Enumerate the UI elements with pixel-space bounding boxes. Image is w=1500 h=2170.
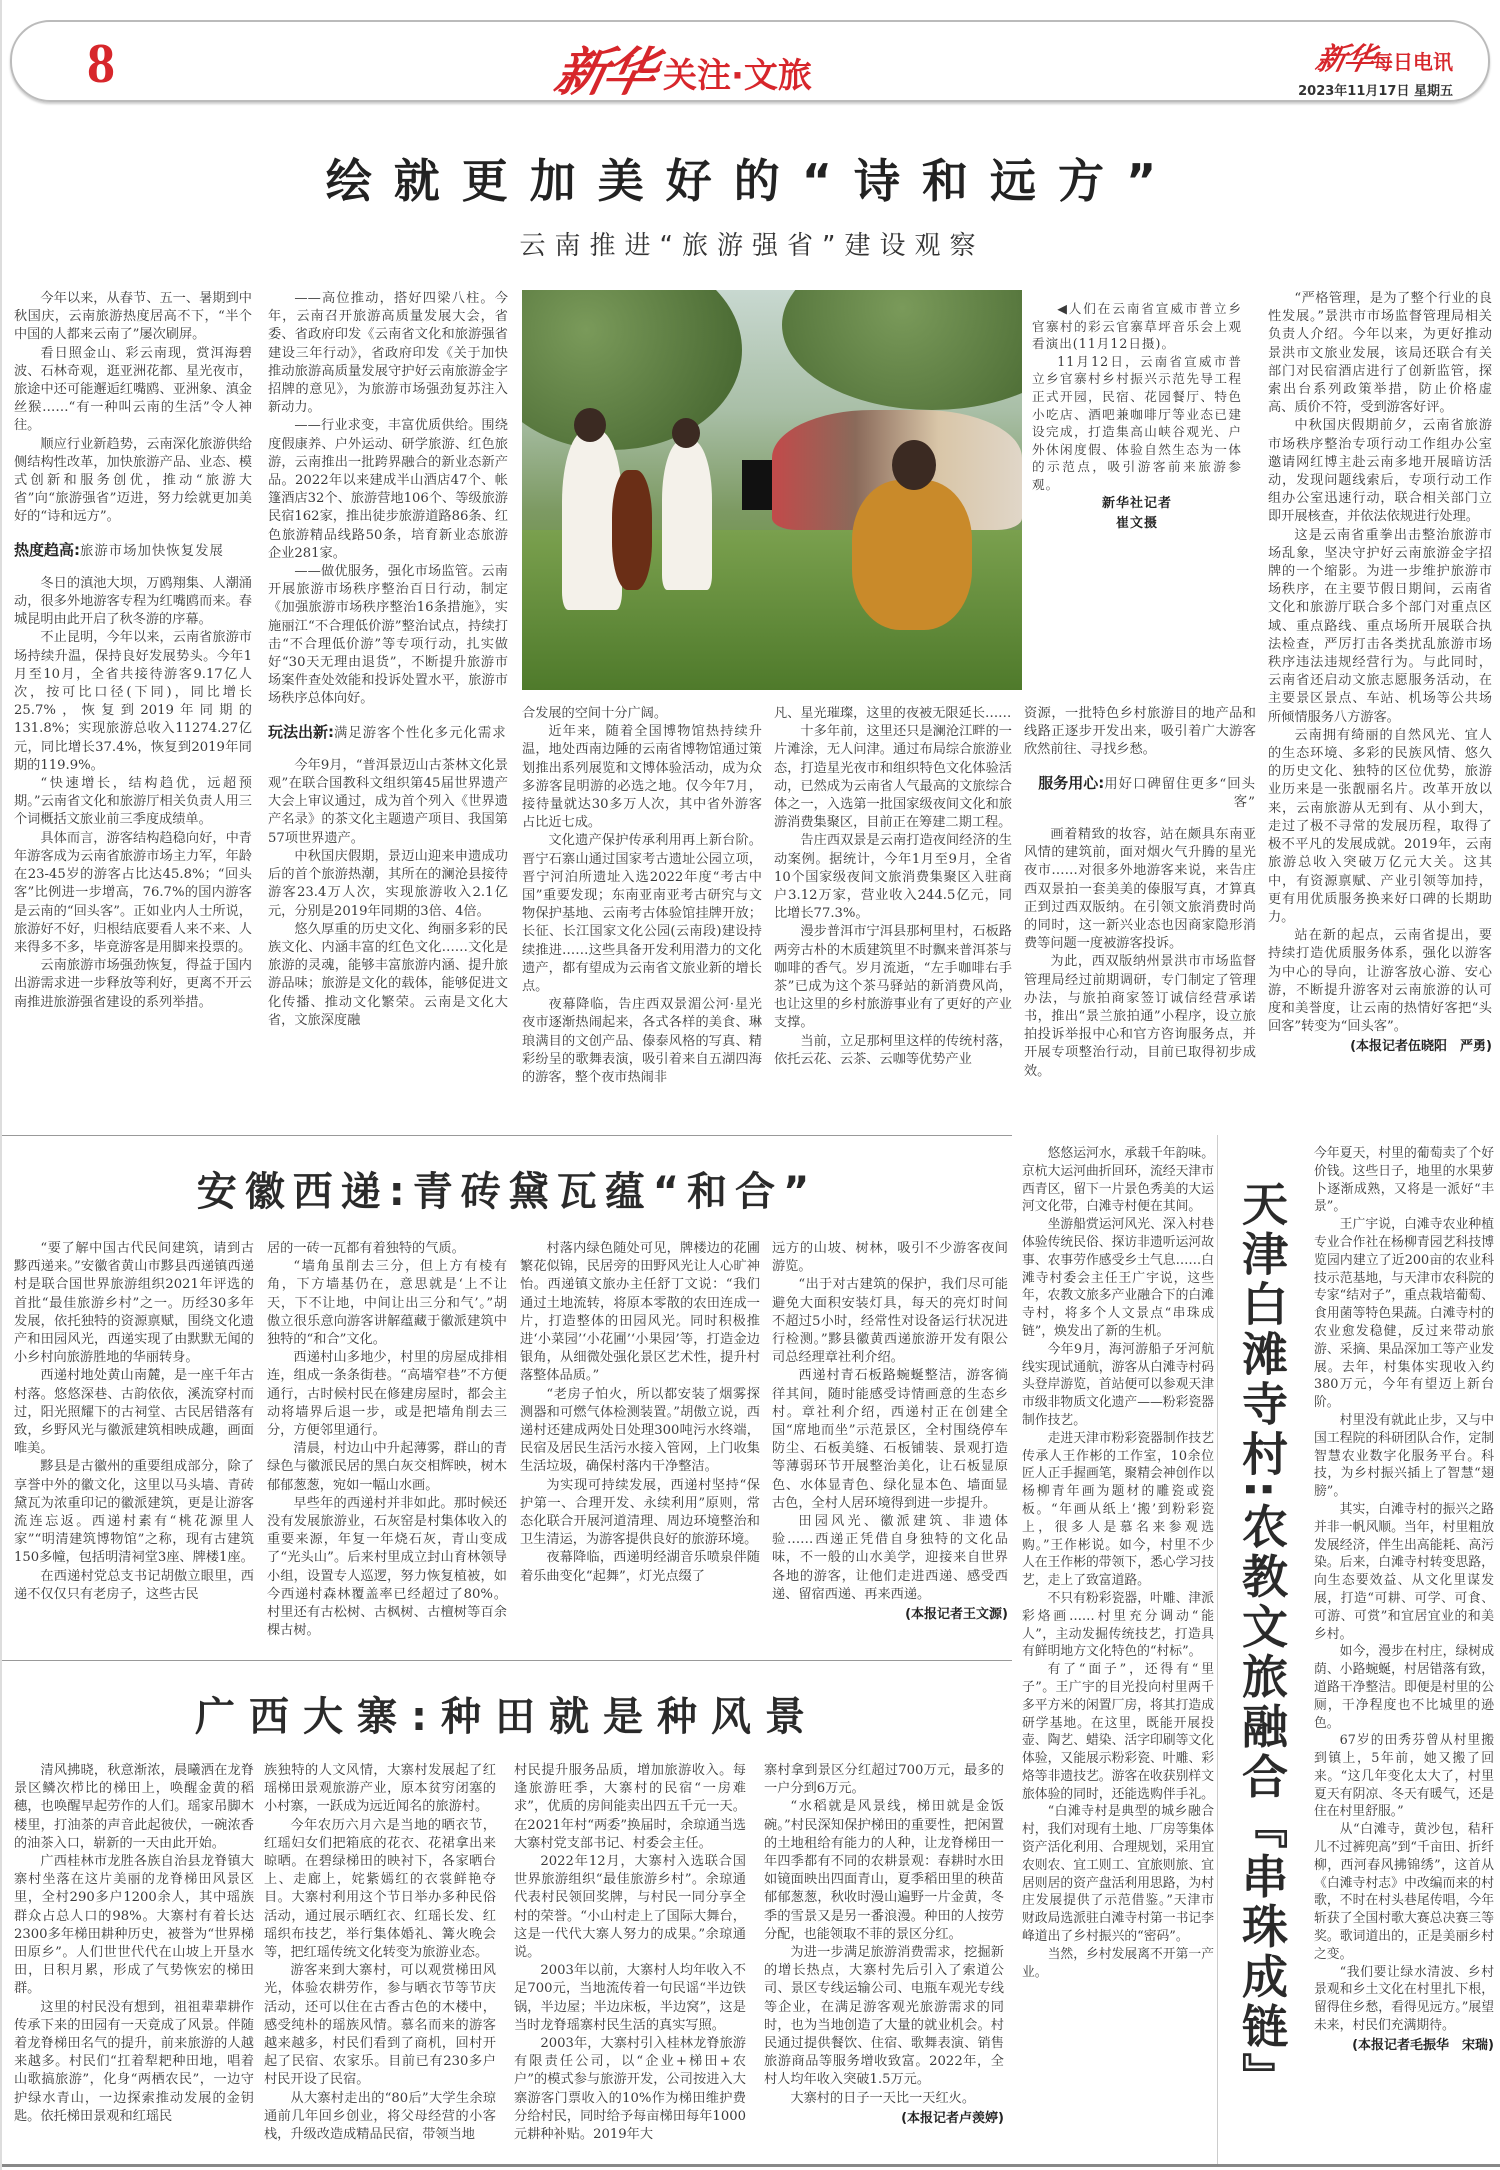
caption-text: 11月12日，云南省宣威市普立乡官寨村乡村振兴示范先导工程正式开园，民宿、花园餐厅、特色小吃店、酒吧兼咖啡厅等业态已建设完成，打造集高山峡谷观光、户外休闲度假、体验自然生态为一体的示范点，吸引游客前来旅游参观。 xyxy=(1032,353,1242,492)
paragraph: 清风拂晓，秋意渐浓，晨曦洒在龙脊景区鳞次栉比的梯田上，唤醒金黄的稻穗，也唤醒早起劳作的人们。瑶家吊脚木楼里，打油茶的声音此起彼伏，一碗浓香的油茶入口，崭新的一天由此开始。 xyxy=(14,1763,254,1851)
paragraph: 寨村拿到景区分红超过700万元，最多的一户分到6万元。 xyxy=(764,1763,1004,1797)
article1-column-2 xyxy=(268,290,508,1030)
article3-column-4 xyxy=(764,1762,1004,2128)
cellist-head xyxy=(574,408,606,442)
paragraph: 今年农历六月六是当地的晒衣节，红瑶妇女们把箱底的花衣、花裙拿出来晾晒。在碧绿梯田的映衬下，各家晒台上、走廊上，姹紫嫣红的衣裳鲜艳夺目。大寨村利用这个节日举办多种民俗活动，通过展示晒红衣、红瑶长发、红瑶织布技艺，举行集体婚礼、篝火晚会等，把红瑶传统文化转变为旅游业态。 xyxy=(264,1817,496,1961)
cello xyxy=(612,470,652,590)
article3-column-3 xyxy=(514,1762,746,2144)
paragraph: 其实，白滩寺村的振兴之路并非一帆风顺。当年，村里粗放发展经济，伴生出高能耗、高污染。后来，白滩寺村转变思路，向生态要效益、从文化里谋发展，打造“可耕、可学、可食、可游、可赏”和宜居宜业的和美乡村。 xyxy=(1314,1501,1494,1642)
paragraph: 村民提升服务品质，增加旅游收入。每逢旅游旺季，大寨村的民宿“一房难求”，优质的房间能卖出四五千元一天。在2021年村“两委”换届时，余琼通当选大寨村党支部书记、村委会主任。 xyxy=(514,1763,746,1851)
subhead-text: 满足游客个性化多元化需求 xyxy=(334,725,507,741)
paragraph: “我们要让绿水清波、乡村景观和乡土文化在村里扎下根，留得住乡愁，看得见远方。”展望未来，村民们充满期待。 xyxy=(1314,1964,1494,2034)
paragraph: 黟县是古徽州的重要组成部分，除了享誉中外的徽文化，这里以马头墙、青砖黛瓦为浓重印记的徽派建筑，更是让游客流连忘返。西递村素有“桃花源里人家”“明清建筑博物馆”之称，现有古建筑150多幢，包括明清祠堂3座、牌楼1座。 xyxy=(14,1459,254,1566)
photo-credit: 新华社记者 xyxy=(1101,495,1172,511)
article1-column-6 xyxy=(1268,290,1492,1057)
paragraph: ——行业求变，丰富优质供给。围绕度假康养、户外运动、研学旅游、红色旅游，云南推出一批跨界融合的新业态新产品。2022年以来建成半山酒店47个、帐篷酒店32个、旅游营地106个、等级旅游民宿162家，推出徒步旅游道路86条、红色旅游精品线路50条，培育新业态旅游企业281家。 xyxy=(268,418,508,561)
paragraph: 清晨，村边山中升起薄雾，群山的青绿色与徽派民居的黑白灰交相辉映，树木郁郁葱葱，宛如一幅山水画。 xyxy=(267,1441,507,1493)
column-divider xyxy=(1217,1135,1218,2165)
article2-headline: 安徽西递:青砖黛瓦蕴“和合” xyxy=(196,1169,818,1215)
paragraph: 2003年以前，大寨村人均年收入不足700元，当地流传着一句民谣“半边铁锅，半边屋；半边床板，半边窝”，这是当时龙脊瑶寨村民生活的真实写照。 xyxy=(514,1963,746,2033)
paragraph: 早些年的西递村并非如此。那时候还没有发展旅游业，石灰窑是村集体收入的重要来源，年复一年烧石灰，青山变成了“光头山”。后来村里成立封山育林领导小组，设置专人巡逻，努力恢复植被，如今西递村森林覆盖率已经超过了80%。村里还有古松树、古枫树、古檀树等百余棵古树。 xyxy=(267,1495,507,1639)
paragraph: 67岁的田秀芬曾从村里搬到镇上，5年前，她又搬了回来。“这几年变化太大了，村里夏天有阴凉、冬天有暖气，还是住在村里舒服。” xyxy=(1314,1733,1494,1820)
paragraph: 近年来，随着全国博物馆热持续升温，地处西南边陲的云南省博物馆通过策划推出系列展览和文博体验活动，成为众多游客昆明游的必选之地。仅今年7月，接待量就达30多万人次，其中省外游客占比近七成。 xyxy=(522,724,762,831)
byline: (本报记者王文源) xyxy=(905,1607,1008,1623)
paragraph: 漫步普洱市宁洱县那柯里村，石板路两旁古朴的木质建筑里不时飘来普洱茶与咖啡的香气。岁月流逝，“左手咖啡右手茶”已成为这个茶马驿站的新消费风尚，也让这里的乡村旅游事业有了更好的产业支撑。 xyxy=(774,924,1012,1031)
paragraph: 为实现可持续发展，西递村坚持“保护第一、合理开发、永续利用”原则，常态化联合开展河道清理、周边环境整治和卫生清运，为游客提供良好的旅游环境。 xyxy=(520,1477,760,1548)
article1-column-4 xyxy=(774,705,1012,1069)
subhead-label: 玩法出新: xyxy=(268,722,334,741)
paragraph: 西递村山多地少，村里的房屋成排相连，组成一条条街巷。“高墙窄巷”不方便通行，古时候村民在修建房屋时，都会主动将墙界后退一步，或是把墙角削去三分，方便邻里通行。 xyxy=(267,1350,507,1439)
paragraph: “快速增长，结构趋优，远超预期。”云南省文化和旅游厅相关负责人用三个词概括文旅业前三季度成绩单。 xyxy=(14,776,252,828)
byline: (本报记者毛振华 宋瑞) xyxy=(1352,2037,1494,2053)
paragraph: 走进天津市粉彩瓷器制作技艺传承人王作彬的工作室，10余位匠人正手握画笔，聚精会神创作以杨柳青年画为题材的雕瓷或瓷板。“年画从纸上‘搬’到粉彩瓷上，很多人是慕名来参观选购。”王作彬说。如今，村里不少人在王作彬的带领下，悉心学习技艺，走上了致富道路。 xyxy=(1022,1430,1214,1589)
paragraph: 这是云南省重拳出击整治旅游市场乱象，坚决守护好云南旅游金字招牌的一个缩影。为进一步维护旅游市场秩序，在主要节假日期间，云南省文化和旅游厅联合多个部门对重点区域、重点路线、重点场所开展联合执法检查，严厉打击各类扰乱旅游市场秩序违法违规经营行为。与此同时，云南省还启动文旅志愿服务活动，在主要景区景点、车站、机场等公共场所倾情服务八方游客。 xyxy=(1268,527,1492,725)
paragraph: 族独特的人文风情，大寨村发展起了红瑶梯田景观旅游产业，原本贫穷闭塞的小村寨，一跃成为远近闻名的旅游村。 xyxy=(264,1763,496,1815)
section-title: 关注·文旅 xyxy=(663,56,812,96)
paragraph: “出于对古建筑的保护，我们尽可能避免大面积安装灯具，每天的亮灯时间不超过5小时，经常性对设备运行状况进行检测。”黟县徽黄西递旅游开发有限公司总经理章社利介绍。 xyxy=(772,1277,1008,1366)
paragraph: 中秋国庆假期前夕，云南省旅游市场秩序整治专项行动工作组办公室邀请网红博主赴云南多地开展暗访活动，发现问题线索后，专项行动工作组办公室迅速行动，联合相关部门立即开展核查，并依法依规进行处理。 xyxy=(1268,418,1492,525)
subhead-text: 旅游市场加快恢复发展 xyxy=(80,543,224,559)
paragraph: 从大寨村走出的“80后”大学生余琼通前几年回乡创业，将父母经营的小客栈，升级改造成精品民宿，带领当地 xyxy=(264,2090,496,2143)
article4-headline: 天津白滩寺村:农教文旅融合『串珠成链』 xyxy=(1235,1180,1289,2103)
paragraph: 今年夏天，村里的葡萄卖了个好价钱。这些日子，地里的水果萝卜逐渐成熟，又将是一派好“丰景”。 xyxy=(1314,1146,1494,1215)
paragraph: 告庄西双景是云南打造夜间经济的生动案例。据统计，今年1月至9月，全省10个国家级夜间文旅消费集聚区入驻商户3.12万家，营业收入244.5亿元，同比增长77.3%。 xyxy=(774,833,1012,922)
paper-logo: 新华 xyxy=(1312,42,1376,77)
seated-woman-head xyxy=(892,440,936,490)
xinhua-logo: 新华 xyxy=(549,42,659,103)
photo-caption xyxy=(1032,300,1242,534)
tree-foliage xyxy=(522,290,742,450)
paragraph: 今年以来，从春节、五一、暑期到中秋国庆，云南旅游热度居高不下，“半个中国的人都来云南了”屡次刷屏。 xyxy=(14,291,252,343)
paragraph: 坐游船赏运河风光、深入村巷体验传统民俗、探访非遗听运河故事、农事劳作感受乡土气息……白滩寺村委会主任王广宇说，这些年，农教文旅多产业融合下的白滩寺村，将多个人文景点“串珠成链”，焕发出了新的生机。 xyxy=(1022,1217,1214,1339)
paragraph: 不止昆明，今年以来，云南省旅游市场持续升温，保持良好发展势头。今年1月至10月，全省共接待游客9.17亿人次，按可比口径(下同)，同比增长25.7%，恢复到2019年同期的131.8%；实现旅游总收入11274.27亿元，同比增长37.4%，恢复到2019年同期的119.9%。 xyxy=(14,630,252,773)
paragraph: 合发展的空间十分广阔。 xyxy=(522,706,668,721)
paper-name xyxy=(1298,34,1453,78)
paragraph: 2003年，大寨村引入桂林龙脊旅游有限责任公司，以“企业+梯田+农户”的模式参与旅游开发，公司按进入大寨游客门票收入的10%作为梯田维护费分给村民，同时给予每亩梯田每年1000元耕种补贴。2019年大 xyxy=(514,2036,746,2143)
section-divider xyxy=(2,1135,1012,1136)
seated-woman xyxy=(852,480,972,630)
paragraph: 广西桂林市龙胜各族自治县龙脊镇大寨村坐落在这片美丽的龙脊梯田风景区里，全村290多户1200余人，其中瑶族群众占总人口的98%。大寨村有着长达2300多年梯田耕种历史，被誉为“世界梯田原乡”。人们世世代代在山坡上开垦水田，日积月累，形成了气势恢宏的梯田群。 xyxy=(14,1854,254,1997)
paragraph: 从“白滩寺，黄沙包，秸秆儿不过裤兜高”到“千亩田、折纤柳，西河春风拂锦绣”，这首从《白滩寺村志》中改编而来的村歌，不时在村头巷尾传唱，今年斩获了全国村歌大赛总决赛三等奖。歌词道出的，正是美丽乡村之变。 xyxy=(1314,1822,1494,1962)
article2-column-2 xyxy=(267,1240,507,1640)
paragraph: 为此，西双版纳州景洪市市场监督管理局经过前期调研，专门制定了管理办法，与旅拍商家签订诚信经营承诺书，推出“景兰旅拍通”小程序，设立旅拍投诉举报中心和官方咨询服务点，并开展专项整治行动，目前已取得初步成效。 xyxy=(1024,954,1256,1079)
violinist xyxy=(662,440,712,590)
paragraph: 凡、星光璀璨，这里的夜被无限延长…… xyxy=(774,706,1012,721)
paragraph: “水稻就是风景线，梯田就是金饭碗。”村民深知保护梯田的重要性，把闲置的土地租给有能力的人种，让龙脊梯田一年四季都有不同的农耕景观：春耕时水田如镜面映出四面青山，夏季稻田里的秧苗郁郁葱葱，秋收时漫山遍野一片金黄，冬季的雪景又是另一番浪漫。种田的人按劳分配，也能领取不菲的景区分红。 xyxy=(764,1799,1004,1942)
paragraph: 这里的村民没有想到，祖祖辈辈耕作传承下来的田园有一天竟成了风景。伴随着龙脊梯田名气的提升，前来旅游的人越来越多。村民们“扛着犁耙种田地，唱着山歌搞旅游”，化身“两栖农民”，一边守护绿水青山，一边探索推动发展的金钥匙。依托梯田景观和红瑶民 xyxy=(14,1999,254,2124)
paragraph: 文化遗产保护传承利用再上新台阶。晋宁石寨山通过国家考古遗址公园立项，晋宁河泊所遗址入选2022年度“考古中国”重要发现；东南亚南亚考古研究与文物保护基地、云南考古体验馆挂牌开放；长征、长江国家文化公园(云南段)建设持续推进……这些具备开发利用潜力的文化遗产，都有望成为云南省文旅业新的增长点。 xyxy=(522,833,762,995)
article2-column-1 xyxy=(14,1240,254,1604)
masthead xyxy=(10,20,1490,102)
paragraph: 夜幕降临，西递明经湖音乐喷泉伴随着乐曲变化“起舞”，灯光点缀了 xyxy=(520,1550,760,1584)
paragraph: 居的一砖一瓦都有着独特的气质。 xyxy=(267,1241,465,1256)
paragraph: 不只有粉彩瓷器，叶雕、津派彩烙画……村里充分调动“能人”，主动发掘传统技艺，打造具有鲜明地方文化特色的“村标”。 xyxy=(1022,1590,1214,1660)
byline: (本报记者伍晓阳 严勇) xyxy=(1350,1039,1492,1055)
paragraph: 村落内绿色随处可见，牌楼边的花圃繁花似锦，民居旁的田野风光让人心旷神怡。西递镇文旅办主任舒丁文说：“我们通过土地流转，将原本零散的农田连成一片，打造整体的田园风光。同时积极推进‘小菜园’‘小花圃’‘小果园’等，打造金边银角，从细微处强化景区艺术性，提升村落整体品质。” xyxy=(520,1241,760,1384)
paragraph: 在西递村党总支书记胡傲立眼里，西递不仅仅只有老房子，这些古民 xyxy=(14,1568,254,1602)
section-subhead xyxy=(268,723,508,743)
paragraph: 悠久厚重的历史文化、绚丽多彩的民族文化、内涵丰富的红色文化……文化是旅游的灵魂，能够丰富旅游内涵、提升旅游品味；旅游是文化的载体，能够促进文化传播、推动文化繁荣。云南是文化大省，文旅深度融 xyxy=(268,921,508,1028)
article1-column-1 xyxy=(14,290,252,1012)
byline: (本报记者卢羡婷) xyxy=(901,2110,1004,2126)
article1-headline: 绘就更加美好的“诗和远方” xyxy=(325,154,1179,208)
paragraph: 今年9月，“普洱景迈山古茶林文化景观”在联合国教科文组织第45届世界遗产大会上审议通过，成为首个列入《世界遗产名录》的茶文化主题遗产项目、我国第57项世界遗产。 xyxy=(268,757,508,846)
article1-column-5 xyxy=(1024,705,1256,1081)
paper-info xyxy=(1298,34,1453,99)
paragraph: 2022年12月，大寨村入选联合国世界旅游组织“最佳旅游乡村”。余琼通代表村民领回奖牌，与村民一同分享全村的荣誉。“小山村走上了国际大舞台，这是一代代大寨人努力的成果。”余琼通说。 xyxy=(514,1854,746,1961)
paragraph: 游客来到大寨村，可以观赏梯田风光，体验农耕劳作，参与晒衣节等节庆活动，还可以住在古香古色的木楼中，感受纯朴的瑶族风情。慕名而来的游客越来越多，村民们看到了商机，回村开起了民宿、农家乐。目前已有230多户村民开设了民宿。 xyxy=(264,1963,496,2088)
paragraph: 当然，乡村发展离不开第一产业。 xyxy=(1022,1946,1214,1980)
article2-column-3 xyxy=(520,1240,760,1586)
article4-column-2 xyxy=(1314,1145,1494,2055)
paragraph: 远方的山坡、树林，吸引不少游客夜间游览。 xyxy=(772,1241,1008,1275)
paragraph: 如今，漫步在村庄，绿树成荫、小路蜿蜒，村居错落有致，道路干净整洁。即便是村里的公厕，干净程度也不比城里的逊色。 xyxy=(1314,1644,1494,1731)
section-subhead xyxy=(14,541,252,561)
paragraph: 夜幕降临，告庄西双景湄公河·星光夜市逐渐热闹起来，各式各样的美食、琳琅满目的文创产品、傣泰风格的写真、精彩纷呈的歌舞表演，吸引着来自五湖四海的游客，整个夜市热闹非 xyxy=(522,997,762,1086)
page-number: 8 xyxy=(87,33,115,95)
section-brand xyxy=(549,30,812,105)
paragraph: 云南旅游市场强劲恢复，得益于国内出游需求进一步释放等利好，更离不开云南推进旅游强省建设的系列举措。 xyxy=(14,958,252,1010)
paragraph: “要了解中国古代民间建筑，请到古黟西递来。”安徽省黄山市黟县西递镇西递村是联合国世界旅游组织2021年评选的首批“最佳旅游乡村”之一。历经30多年发展，依托独特的资源禀赋，围绕文化遗产和田园风光，西递实现了由默默无闻的小乡村向旅游胜地的华丽转身。 xyxy=(14,1241,254,1366)
article1-column-3 xyxy=(522,705,762,1087)
paragraph: 为进一步满足旅游消费需求，挖掘新的增长热点，大寨村先后引入了索道公司、景区专线运输公司、电瓶车观光专线等企业，在满足游客观光旅游需求的同时，也为当地创造了大量的就业机会。村民通过提供餐饮、住宿、歌舞表演、销售旅游商品等服务增收致富。2022年，全村人均年收入突破1.5万元。 xyxy=(764,1945,1004,2088)
article2-column-4 xyxy=(772,1240,1008,1624)
tree-foliage xyxy=(782,290,1022,410)
paragraph: “严格管理，是为了整个行业的良性发展。”景洪市市场监督管理局相关负责人介绍。今年以来，为更好推动景洪市文旅业发展，该局还联合有关部门对民宿酒店进行了创新监管，探索出台系列政策举措，防止价格虚高、质价不符，受到游客好评。 xyxy=(1268,291,1492,416)
paragraph: 顺应行业新趋势，云南深化旅游供给侧结构性改革，加快旅游产品、业态、模式创新和服务创优，推动“旅游大省”向“旅游强省”迈进，努力绘就更加美好的“诗和远方”。 xyxy=(14,436,252,525)
paragraph: “白滩寺村是典型的城乡融合村，我们对现有土地、厂房等集体资产活化利用、合理规划，采用宜农则农、宜工则工、宜旅则旅、宜居则居的资产盘活利用思路，为村庄发展提供了示范借鉴。”天津市财政局选派驻白滩寺村第一书记李峰道出了乡村振兴的“密码”。 xyxy=(1022,1804,1214,1945)
paragraph: 王广宇说，白滩寺农业种植专业合作社在杨柳青园艺科技博览园内建立了近200亩的农业科技示范基地，与天津市农科院的专家“结对子”，重点栽培葡萄、食用菌等特色果蔬。白滩寺村的农业愈发稳健，反过来带动旅游、采摘、果品深加工等产业发展。去年，村集体实现收入约380万元，今年有望迈上新台阶。 xyxy=(1314,1217,1494,1411)
subhead-label: 热度趋高: xyxy=(14,540,80,559)
paragraph: 看日照金山、彩云南现，赏洱海碧波、石林奇观，逛亚洲花都、星光夜市，旅途中还可能邂逅红嘴鸥、亚洲象、滇金丝猴……“有一种叫云南的生活”令人神往。 xyxy=(14,345,252,434)
section-divider xyxy=(2,1660,1012,1661)
paragraph: ——做优服务，强化市场监管。云南开展旅游市场秩序整治百日行动，制定《加强旅游市场秩序整治16条措施》，实施丽江“不合理低价游”整治试点，持续打击“不合理低价游”等专项行动，扎实做好“30天无理由退货”，不断提升旅游市场案件查处效能和投诉处置水平，旅游市场秩序总体向好。 xyxy=(268,564,508,707)
paragraph: 具体而言，游客结构趋稳向好，中青年游客成为云南省旅游市场主力军，年龄在23-45岁的游客占比达45.8%；“回头客”比例进一步增高，76.7%的国内游客是云南的“回头客”。正如业内人士所说，旅游好不好，归根结底要看人来不来、人来得多不多，毕竟游客是用脚来投票的。 xyxy=(14,830,252,955)
article4-column-1 xyxy=(1022,1145,1214,1981)
article3-headline: 广西大寨:种田就是种风景 xyxy=(195,1694,819,1740)
paragraph: 西递村青石板路蜿蜒整洁，游客徜徉其间，随时能感受诗情画意的生态乡村。章社利介绍，西递村正在创建全国“席地而坐”示范景区，全村围绕停车防尘、石板美缝、石板铺装、景观打造等薄弱环节开展整治美化，让石板显原色、水体显青色、绿化显本色、墙面显古色，全村人居环境得到进一步提升。 xyxy=(772,1368,1008,1511)
article3-column-2 xyxy=(264,1762,496,2144)
issue-date: 2023年11月17日 星期五 xyxy=(1298,84,1453,99)
paragraph: 画着精致的妆容，站在颇具东南亚风情的建筑前，面对烟火气升腾的星光夜市……对很多外地游客来说，来告庄西双景拍一套美美的傣服写真，才算真正到过西双版纳。在引领文旅消费时尚的同时，这一新兴业态也因商家隐形消费等问题一度被游客投诉。 xyxy=(1024,827,1256,952)
paragraph: 有了“面子”，还得有“里子”。王广宇的目光投向村里两千多平方米的闲置厂房，将其打造成研学基地。在这里，既能开展投壶、陶艺、蜡染、活字印刷等文化体验，又能展示粉彩瓷、叶雕、彩烙等非遗技艺。游客在收获别样文旅体验的同时，还能选购伴手礼。 xyxy=(1022,1662,1214,1802)
paragraph: 中秋国庆假期，景迈山迎来申遗成功后的首个旅游热潮，其所在的澜沧县接待游客23.4万人次，实现旅游收入2.1亿元，分别是2019年同期的3倍、4倍。 xyxy=(268,848,508,919)
page-bottom-rule xyxy=(2,2164,1500,2167)
paragraph: 云南拥有绮丽的自然风光、宜人的生态环境、多彩的民族风情、悠久的历史文化、独特的区位优势，旅游业历来是一张靓丽名片。改革开放以来，云南旅游从无到有、从小到大，走过了极不寻常的发展历程，取得了极不平凡的发展成就。2019年，云南旅游总收入突破万亿元大关。这其中，有资源禀赋、产业引领等加持，更有用优质服务换来好口碑的长期助力。 xyxy=(1268,727,1492,925)
paragraph: 站在新的起点，云南省提出，要持续打造优质服务体系，强化以游客为中心的导向，让游客放心游、安心游，不断提升游客对云南旅游的认可度和美誉度，让云南的热情好客把“头回客”转变为“回头客”。 xyxy=(1268,928,1492,1035)
paragraph: 悠悠运河水，承载千年韵味。京杭大运河曲折回环，流经天津市西青区，留下一片景色秀美的大运河文化带，白滩寺村便在其间。 xyxy=(1022,1146,1214,1215)
paragraph: 村里没有就此止步，又与中国工程院的科研团队合作，定制智慧农业数字化服务平台。科技，为乡村振兴插上了智慧“翅膀”。 xyxy=(1314,1412,1494,1500)
section-subhead xyxy=(1024,774,1256,812)
paragraph: “墙角虽削去三分，但上方有棱有角，下方墙基仍在，意思就是‘上不让天，下不让地，中间让出三分和气’。”胡傲立很乐意向游客讲解蕴藏于徽派建筑中独特的“和合”文化。 xyxy=(267,1259,507,1348)
photo-credit: 崔文摄 xyxy=(1115,515,1158,531)
paragraph: 今年9月，海河游船子牙河航线实现试通航，游客从白滩寺村码头登岸游览，首站便可以参观天津市级非物质文化遗产——粉彩瓷器制作技艺。 xyxy=(1022,1341,1214,1428)
paragraph: “老房子怕火，所以都安装了烟雾探测器和可燃气体检测装置。”胡傲立说，西递村还建成两处日处理300吨污水终端，民宿及居民生活污水接入管网，上门收集生活垃圾，确保村落内干净整洁。 xyxy=(520,1386,760,1475)
paragraph: 大寨村的日子一天比一天红火。 xyxy=(790,2090,976,2106)
subhead-label: 服务用心: xyxy=(1038,773,1105,792)
paragraph: 十多年前，这里还只是澜沧江畔的一片滩涂，无人问津。通过布局综合旅游业态，打造星光夜市和组织特色文化体验活动，已然成为云南省人气最高的文旅综合体之一，入选第一批国家级夜间文化和旅游消费集聚区，目前正在筹建二期工程。 xyxy=(774,724,1012,831)
article3-column-1 xyxy=(14,1762,254,2126)
caption-text: ◀人们在云南省宣威市普立乡官寨村的彩云官寨草坪音乐会上观看演出(11月12日摄)。 xyxy=(1032,301,1242,352)
paragraph: 当前，立足那柯里这样的传统村落，依托云花、云茶、云咖等优势产业 xyxy=(774,1033,1012,1067)
paragraph: ——高位推动，搭好四梁八柱。今年，云南召开旅游高质量发展大会，省委、省政府印发《云南省文化和旅游强省建设三年行动》，省政府印发《关于加快推动旅游高质量发展守护好云南旅游金字招牌的意见》，为旅游市场强劲复苏注入新动力。 xyxy=(268,291,508,416)
article1-subheadline: 云南推进“旅游强省”建设观察 xyxy=(519,231,985,261)
subhead-text: 用好口碑留住更多“回头客” xyxy=(1104,776,1256,810)
paragraph: 冬日的滇池大坝，万鸥翔集、人潮涌动，很多外地游客专程为红嘴鸥而来。春城昆明由此开启了秋冬游的序幕。 xyxy=(14,575,252,628)
paper-title: 每日电讯 xyxy=(1373,50,1453,74)
paragraph: 资源，一批特色乡村旅游目的地产品和线路正逐步开发出来，吸引着广大游客欣然前往、寻找乡愁。 xyxy=(1024,706,1256,758)
paragraph: 田园风光、徽派建筑、非遗体验……西递正凭借自身独特的文化品味，不一般的山水美学，迎接来自世界各地的游客，让他们走进西递、感受西递、留宿西递、再来西递。 xyxy=(772,1514,1008,1602)
concert-photo xyxy=(522,290,1022,690)
paragraph: 西递村地处黄山南麓，是一座千年古村落。悠悠深巷、古韵依依，溪流穿村而过，阳光照耀下的古祠堂、古民居错落有致，乡野风光与徽派建筑相映成趣，画面唯美。 xyxy=(14,1368,254,1457)
violinist-head xyxy=(672,418,700,448)
